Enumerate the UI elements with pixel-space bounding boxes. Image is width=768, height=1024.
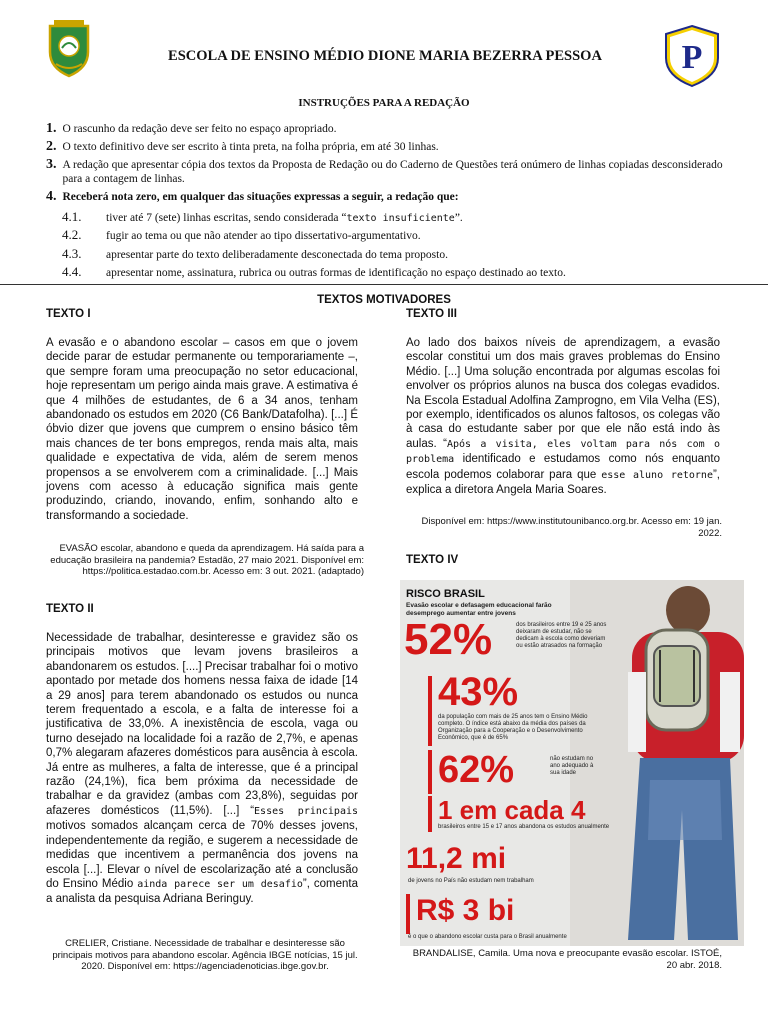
stat-value: 52% xyxy=(404,615,493,664)
infographic-subtitle: Evasão escolar e defasagem educacional farão desemprego aumentar entre jovens xyxy=(406,602,552,617)
texto2-body-part: Necessidade de trabalhar, desinteresse e gravidez são os principais motivos que levam jovens brasileiros a abandonarem os estudos. [....] Precisar trabalhar foi o motivo apontado por metade dos homens nessa faixa de idade [14 a 29 anos] para terem abandonado os estudos ou nunca terem frequentado a escola, e a falta de interesse foi a justificativa de 33,0%. A inexistência de escola, vaga ou turno desejado na localidade foi a razão de 2,7%, e apenas 0,7% alegaram afazeres domésticos para ausência à escola. Já entre as mulheres, a falta de interesse, que é a principal razão (24,1%), fica bem próxima da necessidade de trabalhar e da gravidez (ambas com 23,8%), seguidas por afazeres domésticos (11,5%). [...] “ xyxy=(46,632,358,817)
texto3-body-part: identificado e estudamos como nós enquanto escola podemos colaborar para que xyxy=(406,453,720,481)
stat-accent-bar xyxy=(428,750,432,794)
texto2-source: CRELIER, Cristiane. Necessidade de trabalhar e desinteresse são principais motivos para abandono escolar. Agência IBGE notícias, 15 jul. 2020. Disponível em: https://agenciadenoticias.ibge.gov.br. xyxy=(52,938,358,972)
sub-instruction xyxy=(62,264,722,280)
infographic-title: RISCO BRASIL xyxy=(406,588,485,600)
texto2-quote-part: ainda parece ser um desafio xyxy=(137,878,303,890)
sub-instruction xyxy=(62,209,722,225)
sub-instruction-number: 4.2. xyxy=(62,227,82,242)
sub-instruction-text: tiver até 7 (sete) linhas escritas, sendo considerada “ xyxy=(106,212,347,224)
school-emblem-logo xyxy=(660,24,724,88)
texto3-body-part: ”, explica a diretora Angela Maria Soares. xyxy=(406,468,720,497)
stat-value: 1 em cada 4 xyxy=(438,795,586,825)
emblem-letter: P xyxy=(681,39,703,76)
section-divider xyxy=(0,284,768,285)
stat-description: de jovens no País não estudam nem trabalham xyxy=(408,878,534,884)
texto3-body xyxy=(406,336,720,497)
stat-description: brasileiros entre 15 e 17 anos abandona os estudos anualmente xyxy=(438,824,610,830)
stat-description: dos brasileiros entre 19 e 25 anos deixaram de estudar, não se dedicam à escola como deveriam ou estão atrasados na formação xyxy=(516,622,607,649)
texto3-quote-part: Após a visita, eles voltam para nós com o problema xyxy=(406,438,720,466)
sub-instruction-number: 4.3. xyxy=(62,246,82,261)
infographic-risco-brasil xyxy=(400,580,744,946)
stat-accent-bar xyxy=(428,676,432,746)
stat-description: da população com mais de 25 anos tem o Ensino Médio completo. O índice está abaixo da média dos países da Organização para a Cooperação e o Desenvolvimento Econômico, que é de 65% xyxy=(438,714,588,741)
stat-description: não estudam no ano adequado à sua idade xyxy=(550,756,594,776)
texto4-source: BRANDALISE, Camila. Uma nova e preocupante evasão escolar. ISTOÉ, 20 abr. 2018. xyxy=(412,948,722,971)
texto1-heading: TEXTO I xyxy=(46,308,91,320)
stat-value: 11,2 mi xyxy=(406,842,507,875)
stat-value: R$ 3 bi xyxy=(416,894,515,927)
sub-instruction-text: fugir ao tema ou que não atender ao tipo dissertativo-argumentativo. xyxy=(106,230,421,242)
stat-value: 43% xyxy=(438,670,519,714)
instruction-item xyxy=(46,140,726,154)
texto3-body-part: Ao lado dos baixos níveis de aprendizagem, a evasão escolar constitui um dos mais graves problemas do Ensino Médio. [...] Uma solução encontrada por algumas escolas foi envolver os próprios alunos na busca dos colegas evadidos. Na Escola Estadual Adolfina Zamprogno, em Vila Velha (ES), por exemplo, identificados os alunos faltosos, os colegas vão à casa do estudante saber por que ele não está indo às aulas. “ xyxy=(406,337,720,450)
stat-description: é o que o abandono escolar custa para o Brasil anualmente xyxy=(408,934,567,940)
instruction-number: 2. xyxy=(46,139,57,154)
instruction-text: O texto definitivo deve ser escrito à tinta preta, na folha própria, em até 30 linhas. xyxy=(62,141,439,153)
instruction-number: 4. xyxy=(46,189,57,204)
instruction-text: Receberá nota zero, em qualquer das situações expressas a seguir, a redação que: xyxy=(62,191,459,203)
state-coat-of-arms-logo xyxy=(46,18,92,78)
sub-instruction-text-end: ”. xyxy=(454,212,463,224)
texto3-heading: TEXTO III xyxy=(406,308,457,320)
texto2-body xyxy=(46,631,358,907)
instruction-number: 1. xyxy=(46,121,57,136)
sub-instruction-number: 4.1. xyxy=(62,209,82,224)
texto1-source: EVASÃO escolar, abandono e queda da aprendizagem. Há saída para a educação brasileira na pandemia? Estadão, 27 maio 2021. Disponível em: https://politica.estadao.com.br. Acesso em: 3 out. 2021. (adaptado) xyxy=(50,543,364,577)
sub-instruction xyxy=(62,246,722,262)
sub-instruction-quoted: texto insuficiente xyxy=(346,213,455,224)
instruction-item xyxy=(46,158,726,186)
instruction-number: 3. xyxy=(46,157,57,172)
instruction-text: O rascunho da redação deve ser feito no espaço apropriado. xyxy=(62,123,337,135)
sub-instruction-text: apresentar parte do texto deliberadamente desconectada do tema proposto. xyxy=(106,249,448,261)
texto4-heading: TEXTO IV xyxy=(406,554,459,566)
instruction-text: A redação que apresentar cópia dos textos da Proposta de Redação ou do Caderno de Questões terá onúmero de linhas copiadas desconsiderado para a contagem de linhas. xyxy=(62,159,723,185)
motivational-texts-title: TEXTOS MOTIVADORES xyxy=(317,294,451,306)
texto2-body-part: motivos somados alcançam cerca de 70% desses jovens, independentemente da região, e sugerem a necessidade de medidas que incentivem a permanência dos jovens na escola [...]. Elevar o nível de escolarização até a conclusão do Ensino Médio xyxy=(46,820,358,890)
stat-accent-bar xyxy=(428,796,432,832)
texto2-heading: TEXTO II xyxy=(46,603,94,615)
texto3-source: Disponível em: https://www.institutounibanco.org.br. Acesso em: 19 jan. 2022. xyxy=(421,516,722,539)
stat-value: 62% xyxy=(438,749,515,791)
instructions-title: INSTRUÇÕES PARA A REDAÇÃO xyxy=(298,97,470,109)
school-name: ESCOLA DE ENSINO MÉDIO DIONE MARIA BEZERRA PESSOA xyxy=(168,48,602,64)
sub-instruction-number: 4.4. xyxy=(62,264,82,279)
instruction-item xyxy=(46,190,726,204)
texto3-quote-part: esse aluno retorne xyxy=(601,469,713,481)
texto1-body: A evasão e o abandono escolar – casos em que o jovem decide parar de estudar permanente ou temporariamente –, que sempre foram uma preocupação no setor educacional, hoje representam um perigo ainda mais grave. A estimativa é que 4 milhões de estudantes, de 6 a 34 anos, tenham abandonado os estudos em 2020 (C6 Bank/Datafolha). [...] É óbvio dizer que jovens que cumprem o ensino básico têm mais chances de ter bons empregos, renda mais alta, mais qualidade e expectativa de vida, além de serem menos propensos a se envolverem com a criminalidade. [...] Mais jovens com acesso à educação significa mais gente produzindo, criando, inovando, enfim, sonhando alto e transformando a sociedade. xyxy=(46,337,358,522)
texto2-quote-part: Esses principais xyxy=(254,805,358,817)
stat-accent-bar xyxy=(406,894,410,934)
texto2-body-part: ”, comenta a analista da pesquisa Adriana Beringuy. xyxy=(46,877,358,906)
sub-instruction xyxy=(62,227,722,243)
sub-instruction-text: apresentar nome, assinatura, rubrica ou outras formas de identificação no espaço destinado ao texto. xyxy=(106,267,566,279)
instruction-item xyxy=(46,122,726,136)
